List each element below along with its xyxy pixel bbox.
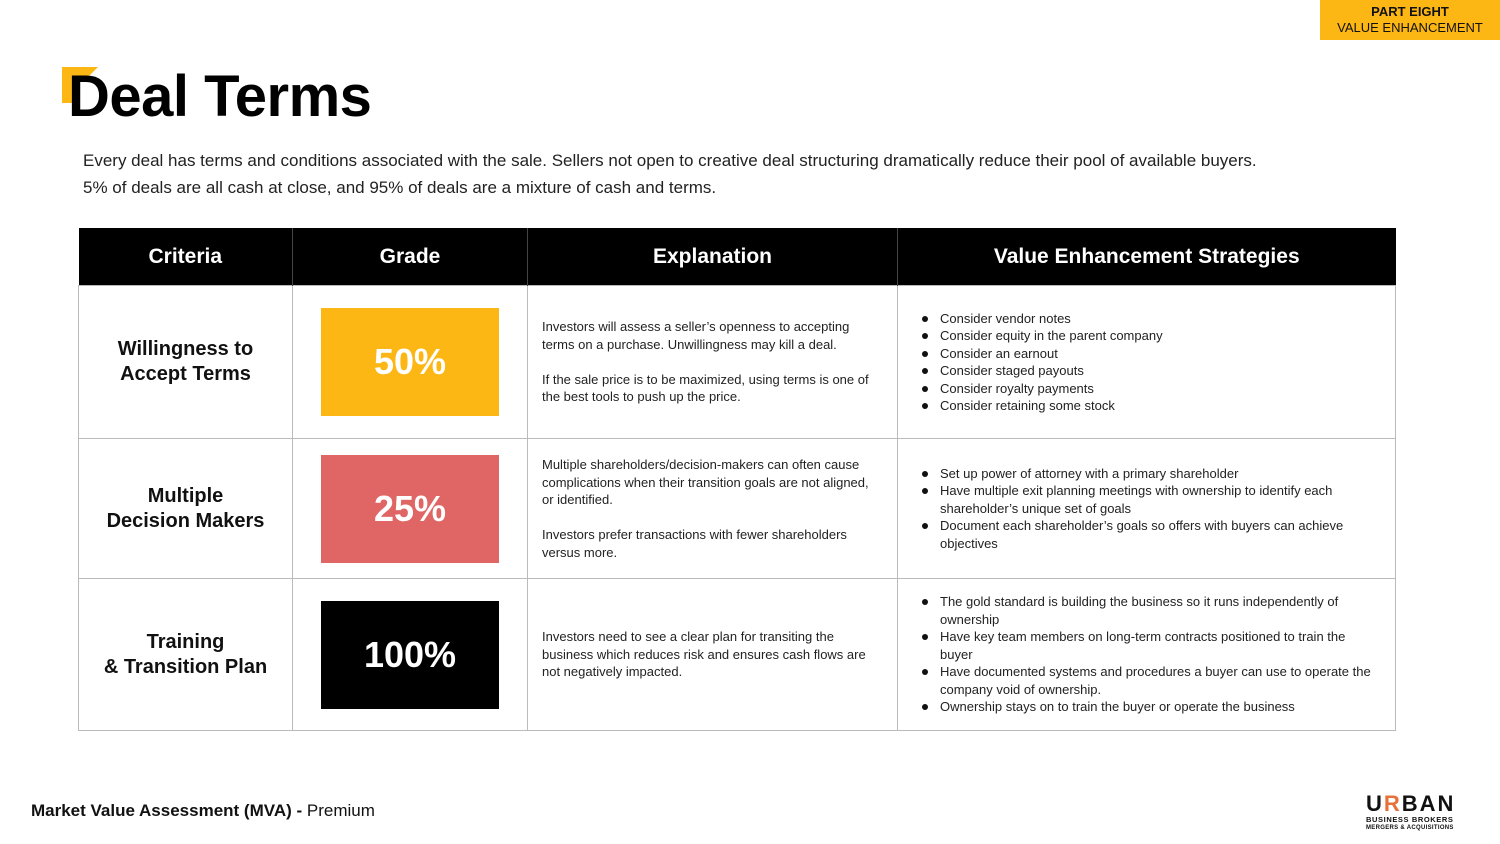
strategies-cell [898, 286, 1396, 439]
table-row [79, 579, 1396, 731]
grade-badge: 50% [321, 308, 499, 416]
strategy-item: Consider vendor notes [918, 310, 1381, 328]
intro-text [83, 147, 1403, 201]
header-strategies: Value Enhancement Strategies [898, 228, 1396, 286]
intro-line-1: Every deal has terms and conditions associated with the sale. Sellers not open to creative deal structuring dramatically reduce their pool of available buyers. [83, 151, 1257, 170]
criteria-cell [79, 579, 293, 731]
criteria-label: Multiple [147, 484, 224, 507]
grade-badge: 25% [321, 455, 499, 563]
strategies-cell [898, 439, 1396, 579]
criteria-label: Accept Terms [120, 363, 251, 385]
strategy-item: Consider an earnout [918, 345, 1381, 363]
strategy-item: Consider staged payouts [918, 362, 1381, 380]
grade-badge: 100% [321, 601, 499, 709]
grade-cell [293, 439, 528, 579]
header-grade: Grade [293, 228, 528, 286]
logo-subtitle: BUSINESS BROKERS [1366, 815, 1454, 824]
strategies-list [918, 593, 1381, 716]
criteria-label: Training [146, 630, 225, 653]
explanation-cell [528, 579, 898, 731]
criteria-cell [79, 286, 293, 439]
strategy-item: Set up power of attorney with a primary shareholder [918, 465, 1381, 483]
footer-tier: Premium [302, 801, 375, 820]
explanation-cell [528, 286, 898, 439]
criteria-label: Decision Makers [106, 509, 265, 532]
strategy-item: Have documented systems and procedures a buyer can use to operate the company void of ownership. [918, 663, 1381, 698]
logo-letter: U [1366, 791, 1384, 816]
explanation-text: Investors will assess a seller’s openness to accepting terms on a purchase. Unwillingness may kill a deal. [542, 319, 850, 352]
explanation-text: Multiple shareholders/decision-makers can often cause complications when their transition goals are not aligned, or identified. [542, 457, 869, 507]
explanation-text: If the sale price is to be maximized, using terms is one of the best tools to push up the price. [542, 371, 869, 405]
header-criteria: Criteria [79, 228, 293, 286]
company-logo [1366, 793, 1476, 832]
logo-letter: R [1383, 791, 1402, 816]
grade-cell [293, 579, 528, 731]
strategy-item: Consider retaining some stock [918, 397, 1381, 415]
strategies-cell [898, 579, 1396, 731]
section-tag [1320, 0, 1500, 40]
strategy-item: Consider equity in the parent company [918, 327, 1381, 345]
section-tag-name: VALUE ENHANCEMENT [1337, 20, 1483, 35]
table-header-row [79, 228, 1396, 286]
explanation-cell [528, 439, 898, 579]
strategies-list [918, 310, 1381, 415]
grade-cell [293, 286, 528, 439]
explanation-text: Investors prefer transactions with fewer shareholders versus more. [542, 527, 847, 560]
strategies-list [918, 465, 1381, 553]
criteria-label: & Transition Plan [103, 655, 268, 678]
page-title: Deal Terms [68, 64, 372, 129]
logo-wordmark [1366, 793, 1476, 815]
criteria-cell [79, 439, 293, 579]
section-tag-part: PART EIGHT [1371, 4, 1449, 19]
logo-tagline: MERGERS & ACQUISITIONS [1366, 825, 1454, 831]
table-row [79, 286, 1396, 439]
header-explanation: Explanation [528, 228, 898, 286]
explanation-text: Investors need to see a clear plan for transiting the business which reduces risk and ensures cash flows are not negatively impacted. [542, 629, 866, 680]
strategy-item: Consider royalty payments [918, 380, 1381, 398]
criteria-label: Willingness to [117, 338, 254, 360]
deal-terms-table [78, 228, 1396, 731]
footer-title: Market Value Assessment (MVA) - [31, 801, 303, 820]
strategy-item: Have key team members on long-term contracts positioned to train the buyer [918, 628, 1381, 663]
strategy-item: Ownership stays on to train the buyer or operate the business [918, 698, 1381, 716]
strategy-item: Have multiple exit planning meetings with ownership to identify each shareholder’s unique set of goals [918, 482, 1381, 517]
footer-label [31, 801, 375, 821]
table-row [79, 439, 1396, 579]
intro-line-2: 5% of deals are all cash at close, and 95% of deals are a mixture of cash and terms. [83, 178, 717, 197]
strategy-item: Document each shareholder’s goals so offers with buyers can achieve objectives [918, 517, 1381, 552]
logo-letter: BAN [1401, 791, 1456, 816]
strategy-item: The gold standard is building the business so it runs independently of ownership [918, 593, 1381, 628]
